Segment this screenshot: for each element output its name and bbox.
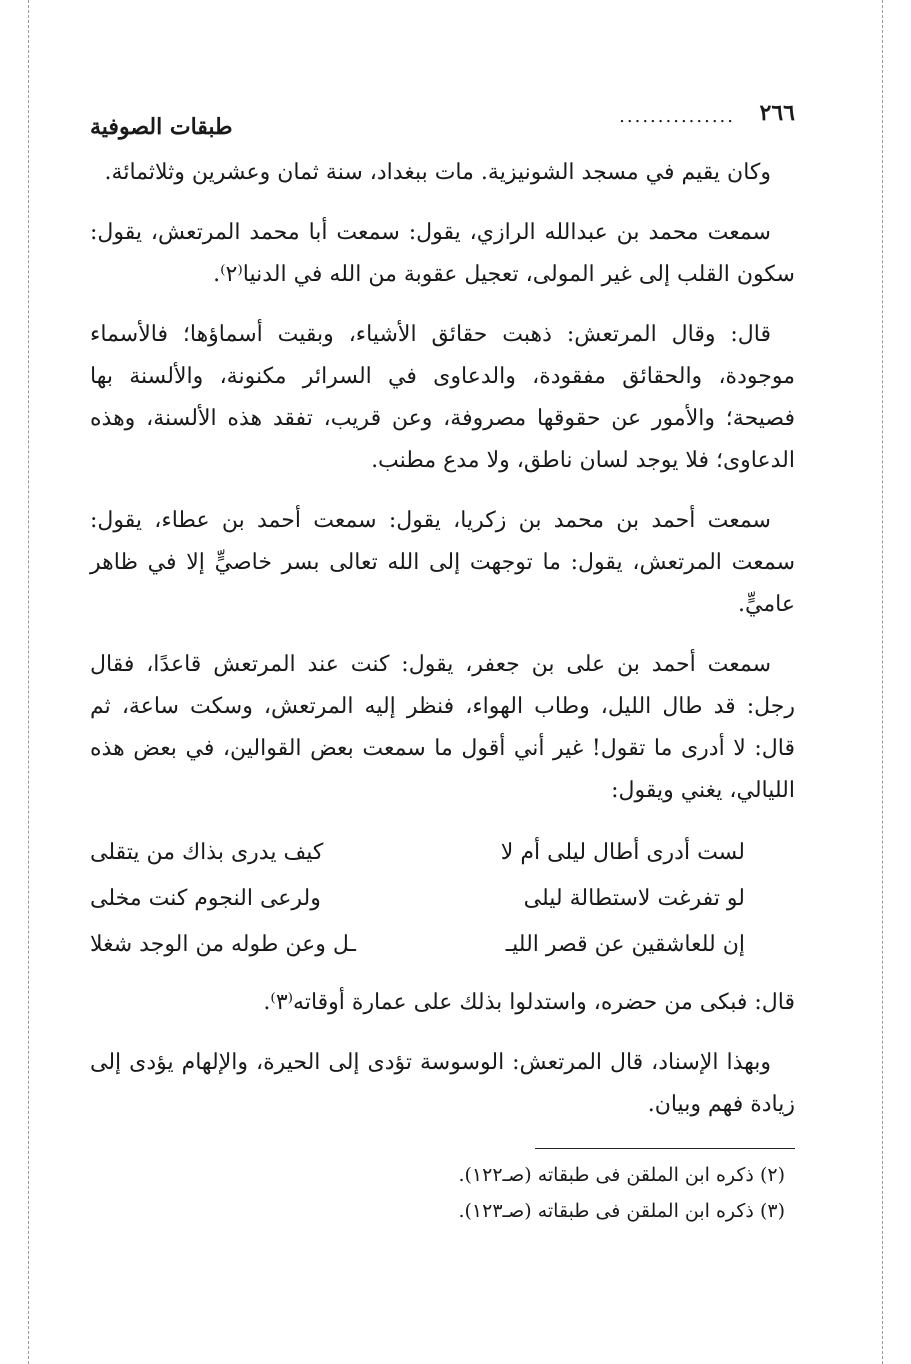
verse-second-hemistich: ـل وعن طوله من الوجد شغلا — [90, 932, 356, 957]
paragraph: قال: فبكى من حضره، واستدلوا بذلك على عمارة أوقاته⁽٣⁾. — [263, 990, 795, 1015]
paragraph: سمعت أحمد بن على بن جعفر، يقول: كنت عند المرتعش قاعدًا، فقال رجل: قد طال الليل، وطاب الهواء، فنظر إليه المرتعش، وسكت ساعة، ثم قال: لا أدرى ما تقول! غير أني أقول ما سمعت بعض القوالين، في بعض هذه الليالي، يغني ويقول: — [90, 652, 795, 803]
running-header — [90, 100, 795, 148]
poem-verse — [90, 830, 745, 876]
footnote-separator — [535, 1148, 795, 1149]
poem — [90, 830, 745, 968]
header-leader-dots: ............... — [619, 106, 735, 127]
verse-first-hemistich: لست أدرى أطال ليلى أم لا — [500, 840, 745, 865]
scan-margin-line-left — [28, 0, 29, 1364]
scan-margin-line-right — [882, 0, 883, 1364]
paragraph: سمعت أحمد بن محمد بن زكريا، يقول: سمعت أحمد بن عطاء، يقول: سمعت المرتعش، يقول: ما توجهت إلى الله تعالى بسر خاصيٍّ إلا في ظاهر عاميٍّ. — [90, 508, 795, 617]
page-number: ٢٦٦ — [759, 100, 795, 126]
verse-first-hemistich: لو تفرغت لاستطالة ليلى — [523, 886, 745, 911]
page-body — [90, 152, 795, 1229]
paragraph: قال: وقال المرتعش: ذهبت حقائق الأشياء، وبقيت أسماؤها؛ فالأسماء موجودة، والحقائق مفقودة، والدعاوى في السرائر مكنونة، والألسنة بها فصيحة؛ والأمور عن حقوقها مصروفة، وعن قريب، تفقد هذه الألسنة، وهذه الدعاوى؛ فلا يوجد لسان ناطق، ولا مدع مطنب. — [90, 322, 795, 473]
paragraph: وكان يقيم في مسجد الشونيزية. مات ببغداد، سنة ثمان وعشرين وثلاثمائة. — [104, 160, 771, 185]
footnote: (٣) ذكره ابن الملقن فى طبقاته (صـ١٢٣). — [458, 1200, 785, 1222]
verse-second-hemistich: ولرعى النجوم كنت مخلى — [90, 886, 321, 911]
poem-verse — [90, 922, 745, 968]
paragraph: وبهذا الإسناد، قال المرتعش: الوسوسة تؤدى إلى الحيرة، والإلهام يؤدى إلى زيادة فهم وبيان. — [90, 1050, 795, 1117]
poem-verse — [90, 876, 745, 922]
footnote: (٢) ذكره ابن الملقن فى طبقاته (صـ١٢٢). — [458, 1164, 785, 1186]
footnotes — [90, 1157, 795, 1229]
verse-first-hemistich: إن للعاشقين عن قصر الليـ — [505, 932, 745, 957]
verse-second-hemistich: كيف يدرى بذاك من يتقلى — [90, 840, 324, 865]
running-title: طبقات الصوفية — [90, 114, 233, 140]
paragraph: سمعت محمد بن عبدالله الرازي، يقول: سمعت أبا محمد المرتعش، يقول: سكون القلب إلى غير المولى، تعجيل عقوبة من الله في الدنيا⁽٢⁾. — [90, 220, 795, 287]
